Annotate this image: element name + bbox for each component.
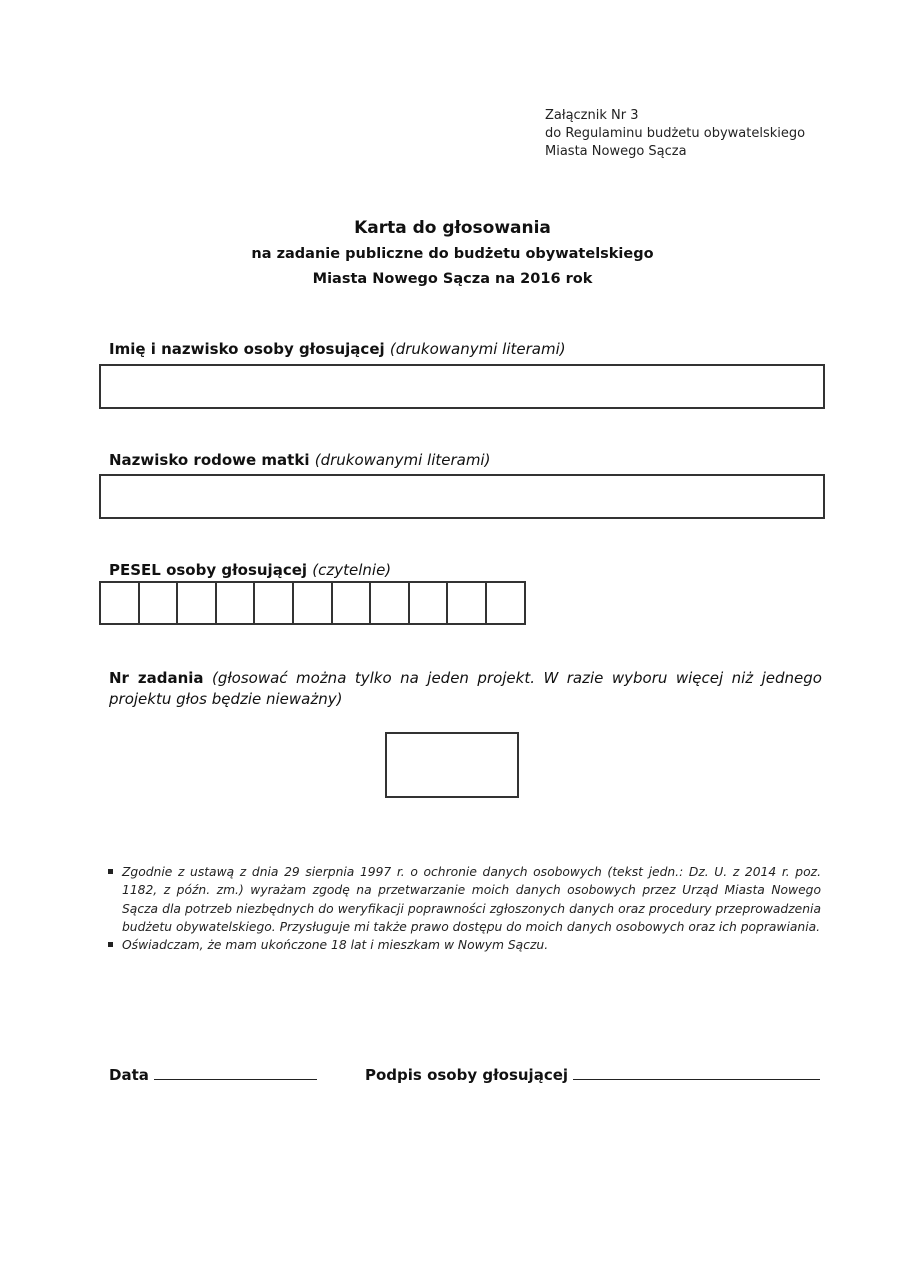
pesel-digit-boxes	[99, 581, 526, 625]
pesel-field-label: PESEL osoby głosującej (czytelnie)	[109, 561, 392, 579]
mother-name-field-hint: (drukowanymi literami)	[314, 451, 491, 469]
task-number-label: Nr zadania (głosować można tylko na jeden projekt. W razie wyboru więcej niż jednego projektu głos będzie nieważny)	[109, 669, 822, 708]
bullet-icon	[108, 869, 113, 874]
task-number-input-box[interactable]	[385, 732, 519, 798]
document-subtitle: na zadanie publiczne do budżetu obywatelskiego	[251, 246, 654, 262]
pesel-digit-6[interactable]	[292, 581, 333, 625]
pesel-field-hint: (czytelnie)	[312, 561, 392, 579]
consent-notes	[108, 863, 821, 954]
consent-note: Zgodnie z ustawą z dnia 29 sierpnia 1997 r. o ochronie danych osobowych (tekst jedn.: Dz. U. z 2014 r. poz. 1182, z późn. zm.) wyrażam zgodę na przetwarzanie moich danych osobowych przez Urząd Miasta Nowego Sącza dla potrzeb niezbędnych do weryfikacji poprawności zgłoszonych danych oraz procedury przeprowadzenia budżetu obywatelskiego. Przysługuje mi także prawo dostępu do moich danych osobowych oraz ich poprawiania.	[108, 863, 821, 936]
annex-line: do Regulaminu budżetu obywatelskiego	[545, 126, 806, 141]
annex-line: Miasta Nowego Sącza	[545, 144, 687, 159]
mother-name-field-label: Nazwisko rodowe matki (drukowanymi literami)	[109, 451, 491, 469]
date-field	[109, 1066, 317, 1084]
pesel-digit-5[interactable]	[253, 581, 294, 625]
name-input-box[interactable]	[99, 364, 825, 409]
pesel-digit-3[interactable]	[176, 581, 217, 625]
bullet-icon	[108, 942, 113, 947]
pesel-digit-7[interactable]	[331, 581, 372, 625]
pesel-digit-2[interactable]	[138, 581, 179, 625]
date-line[interactable]	[154, 1067, 317, 1080]
signature-line[interactable]	[573, 1067, 820, 1080]
age-residence-note: Oświadczam, że mam ukończone 18 lat i mieszkam w Nowym Sączu.	[108, 936, 821, 954]
signature-label: Podpis osoby głosującej	[365, 1066, 569, 1084]
mother-name-input-box[interactable]	[99, 474, 825, 519]
name-field-label: Imię i nazwisko osoby głosującej (drukowanymi literami)	[109, 340, 566, 358]
pesel-digit-8[interactable]	[369, 581, 410, 625]
document-title: Karta do głosowania	[354, 218, 551, 238]
pesel-digit-10[interactable]	[446, 581, 487, 625]
pesel-digit-1[interactable]	[99, 581, 140, 625]
task-number-hint: (głosować można tylko na jeden projekt. W razie wyboru więcej niż jednego projektu głos będzie nieważny)	[109, 669, 822, 708]
name-field-hint: (drukowanymi literami)	[389, 340, 566, 358]
annex-header	[545, 107, 805, 161]
signature-field	[365, 1066, 820, 1084]
date-label: Data	[109, 1066, 149, 1084]
pesel-digit-4[interactable]	[215, 581, 256, 625]
document-subtitle-2: Miasta Nowego Sącza na 2016 rok	[312, 271, 593, 287]
pesel-digit-11[interactable]	[485, 581, 526, 625]
annex-line: Załącznik Nr 3	[545, 108, 639, 123]
pesel-digit-9[interactable]	[408, 581, 449, 625]
